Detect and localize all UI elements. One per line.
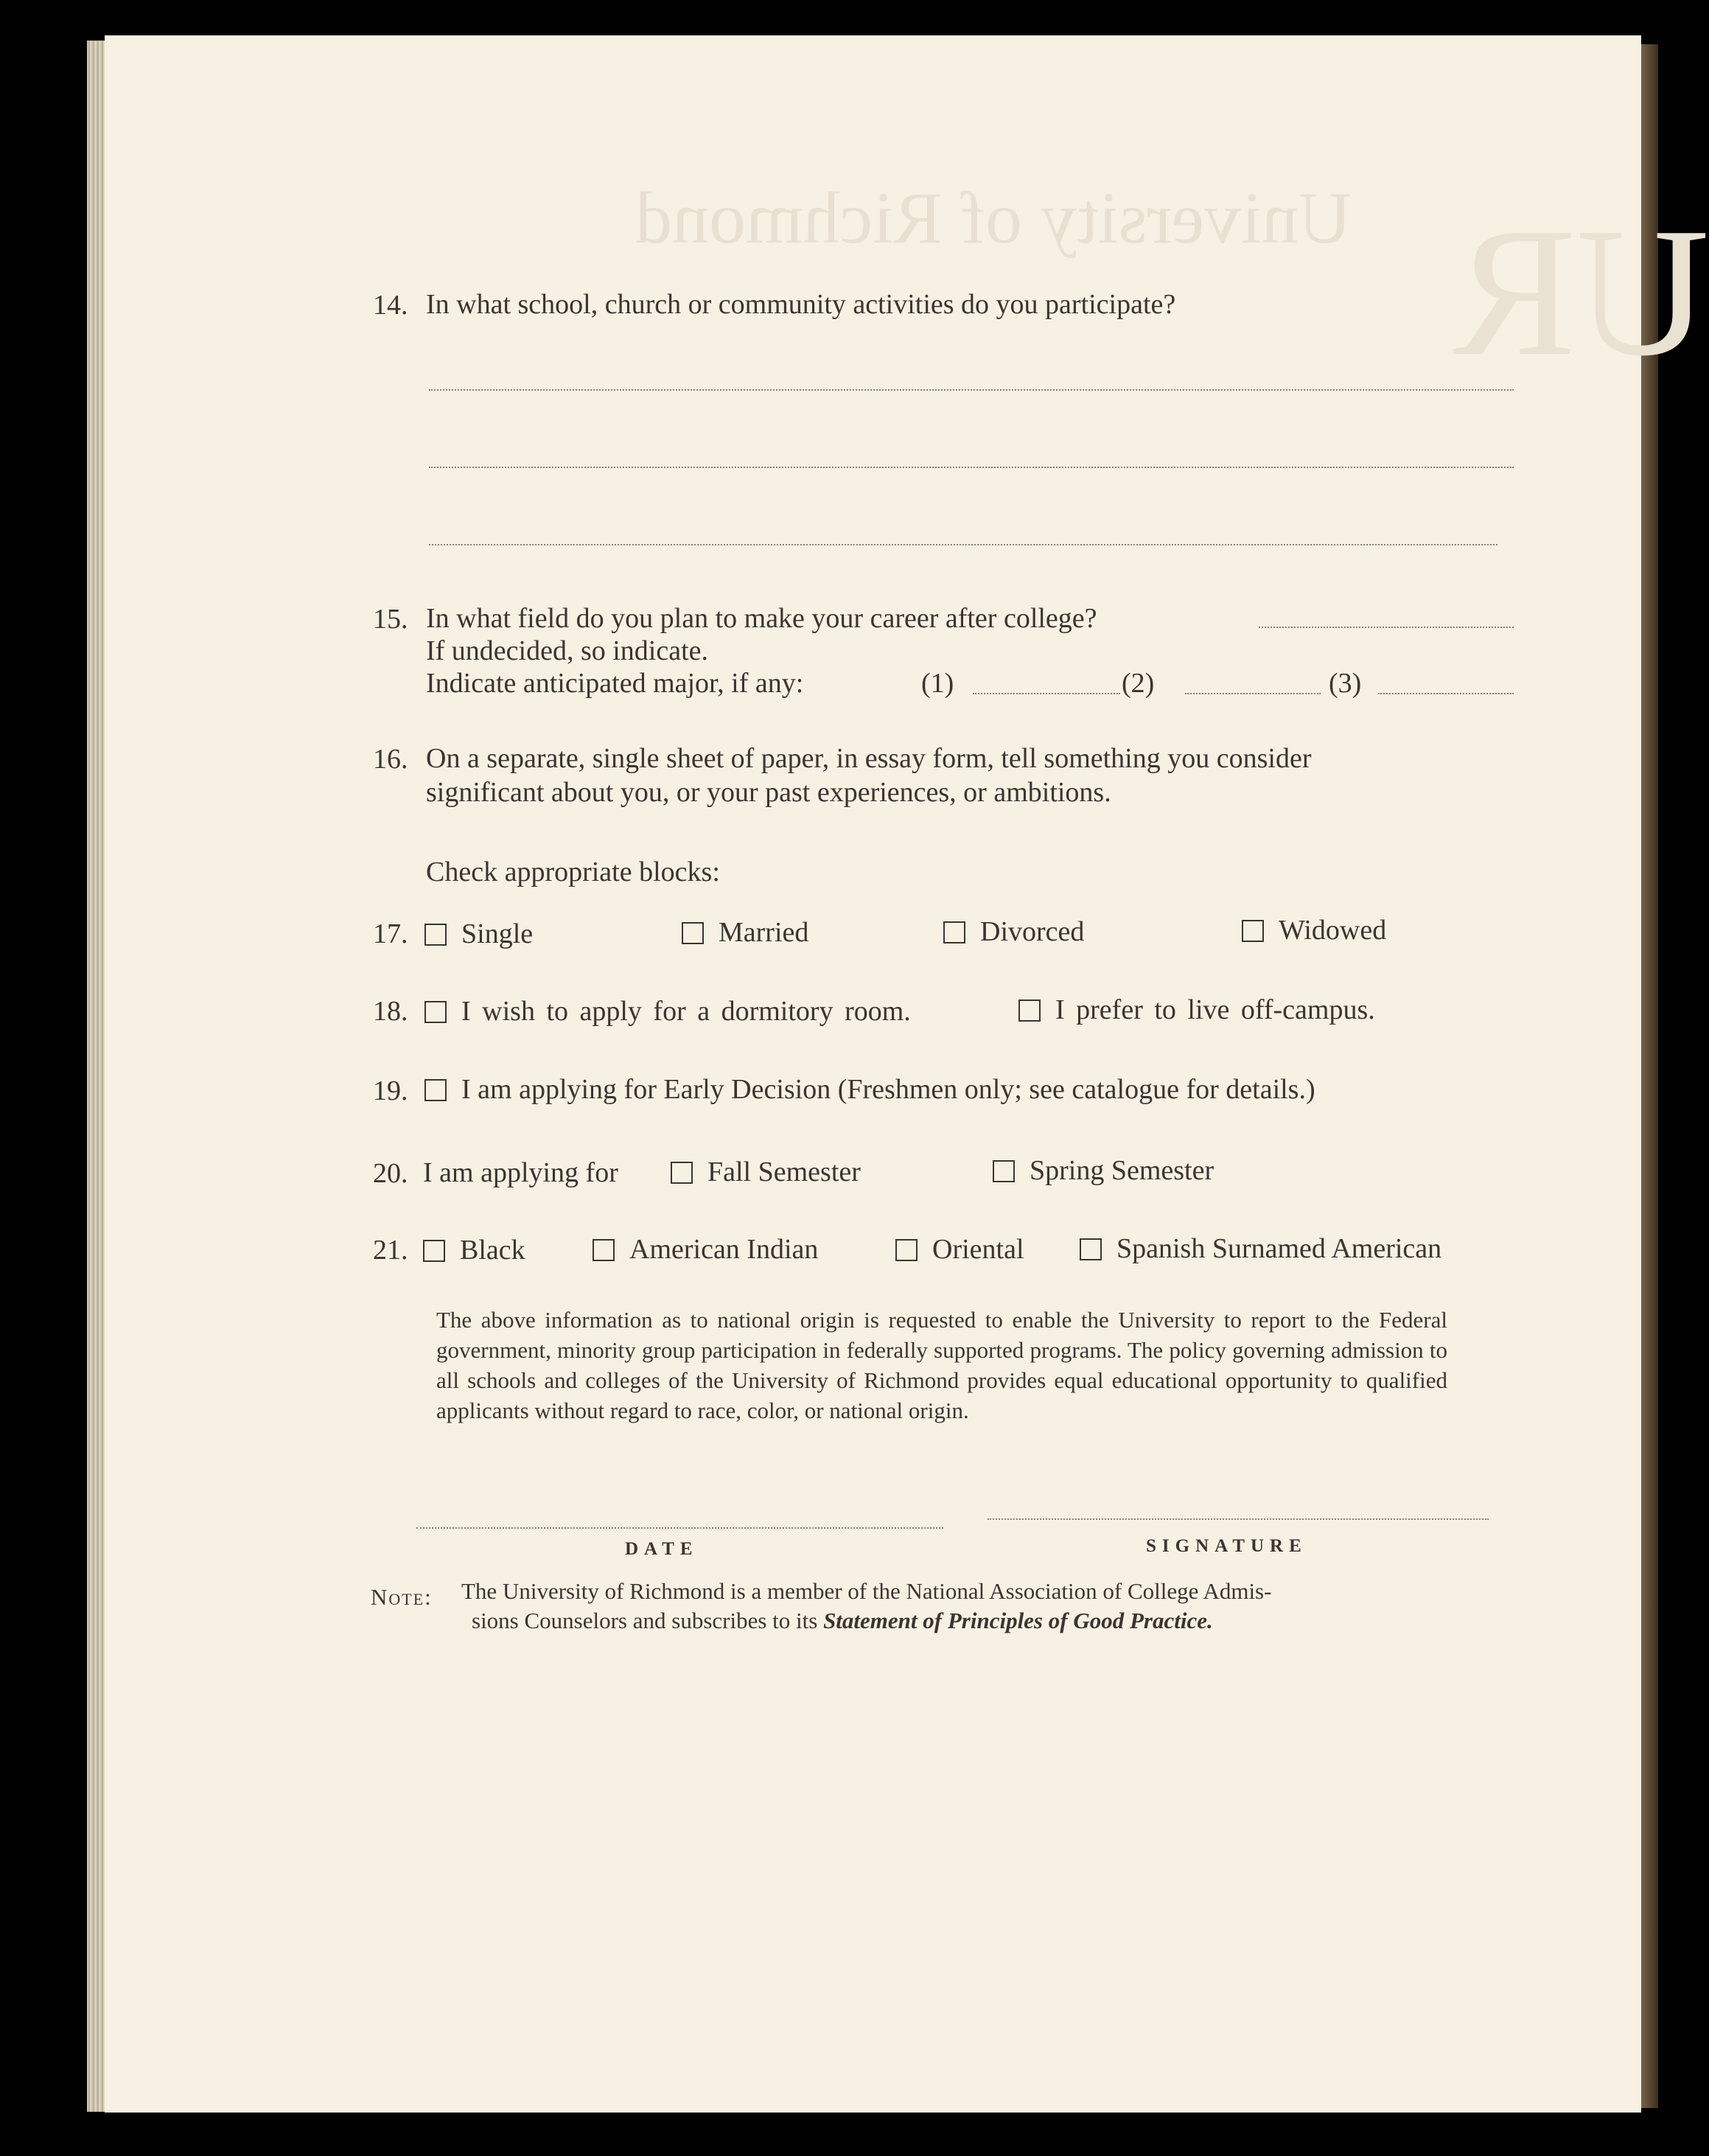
q21-option-black[interactable]: Black	[423, 1234, 525, 1266]
q15-major2-line[interactable]	[1185, 693, 1321, 694]
q16-line1: On a separate, single sheet of paper, in essay form, tell something you consider	[426, 743, 1312, 774]
note-text-line2: sions Counselors and subscribes to its Statement of Principles of Good Practice.	[472, 1608, 1213, 1633]
q18-number: 18.	[373, 996, 408, 1027]
q19-number: 19.	[373, 1075, 408, 1106]
q19-option-early-decision[interactable]: I am applying for Early Decision (Freshmen only; see catalogue for details.)	[424, 1073, 1315, 1106]
date-line[interactable]	[416, 1527, 943, 1529]
checkbox[interactable]	[424, 1079, 447, 1101]
checkbox[interactable]	[943, 921, 965, 943]
national-origin-notice: The above information as to national origin is requested to enable the University to report to the Federal government, minority group participation in federally supported programs. The policy governing admission to all schools and colleges of the University of Richmond provides equal educational opportunity to qualified applicants without regard to race, color, or national origin.	[436, 1307, 1447, 1423]
check-blocks-heading: Check appropriate blocks:	[426, 857, 720, 887]
checkbox[interactable]	[424, 924, 447, 946]
q15-line3: Indicate anticipated major, if any:	[426, 668, 804, 699]
q21-number: 21.	[373, 1235, 408, 1266]
checkbox[interactable]	[671, 1162, 693, 1184]
q18-option-dormitory[interactable]: I wish to apply for a dormitory room.	[424, 995, 911, 1028]
checkbox[interactable]	[593, 1239, 615, 1261]
q15-major3-label: (3)	[1329, 668, 1362, 699]
q17-option-married[interactable]: Married	[682, 916, 808, 949]
q17-number: 17.	[373, 918, 408, 949]
q14-answer-line-2[interactable]	[429, 467, 1514, 468]
q20-number: 20.	[373, 1158, 408, 1189]
bleed-through-title: University of Richmond	[635, 177, 1352, 259]
checkbox[interactable]	[682, 922, 704, 944]
checkbox[interactable]	[1080, 1238, 1102, 1260]
q15-major1-line[interactable]	[973, 693, 1120, 694]
q16-line2: significant about you, or your past experiences, or ambitions.	[426, 777, 1111, 808]
q21-option-oriental[interactable]: Oriental	[895, 1233, 1024, 1266]
q14-answer-line-3[interactable]	[429, 544, 1497, 545]
signature-label: SIGNATURE	[1146, 1536, 1307, 1556]
q15-line1: In what field do you plan to make your career after college?	[426, 603, 1097, 634]
q15-career-line[interactable]	[1259, 627, 1514, 628]
checkbox[interactable]	[895, 1239, 918, 1261]
note-statement-title: Statement of Principles of Good Practice.	[823, 1608, 1213, 1633]
q17-option-single[interactable]: Single	[424, 918, 533, 950]
checkbox[interactable]	[993, 1160, 1015, 1182]
q21-option-spanish-surnamed[interactable]: Spanish Surnamed American	[1080, 1232, 1441, 1265]
q20-prefix: I am applying for	[423, 1157, 618, 1188]
q15-major1-label: (1)	[921, 668, 954, 699]
q17-option-widowed[interactable]: Widowed	[1242, 914, 1386, 946]
checkbox[interactable]	[1018, 999, 1041, 1022]
page-edges	[87, 41, 105, 2112]
q18-option-off-campus[interactable]: I prefer to live off-campus.	[1018, 994, 1375, 1026]
bleed-through-logo: UR	[1453, 190, 1709, 394]
q21-option-american-indian[interactable]: American Indian	[593, 1233, 818, 1266]
q14-number: 14.	[373, 290, 408, 321]
signature-line[interactable]	[988, 1518, 1489, 1520]
q15-line2: If undecided, so indicate.	[426, 635, 709, 666]
checkbox[interactable]	[424, 1001, 447, 1023]
note-text-line1: The University of Richmond is a member of the National Association of College Admis-	[461, 1578, 1272, 1604]
date-label: DATE	[625, 1539, 699, 1559]
q15-number: 15.	[373, 604, 408, 635]
q20-option-spring[interactable]: Spring Semester	[993, 1154, 1214, 1187]
checkbox[interactable]	[1242, 920, 1264, 942]
q15-major3-line[interactable]	[1378, 693, 1514, 694]
note-label: Note:	[371, 1584, 433, 1610]
q15-major2-label: (2)	[1122, 668, 1155, 699]
checkbox[interactable]	[423, 1240, 445, 1262]
q14-answer-line-1[interactable]	[429, 389, 1514, 391]
q14-text: In what school, church or community activities do you participate?	[426, 289, 1176, 320]
q17-option-divorced[interactable]: Divorced	[943, 915, 1084, 948]
q16-number: 16.	[373, 744, 408, 775]
q20-option-fall[interactable]: Fall Semester	[671, 1156, 861, 1188]
